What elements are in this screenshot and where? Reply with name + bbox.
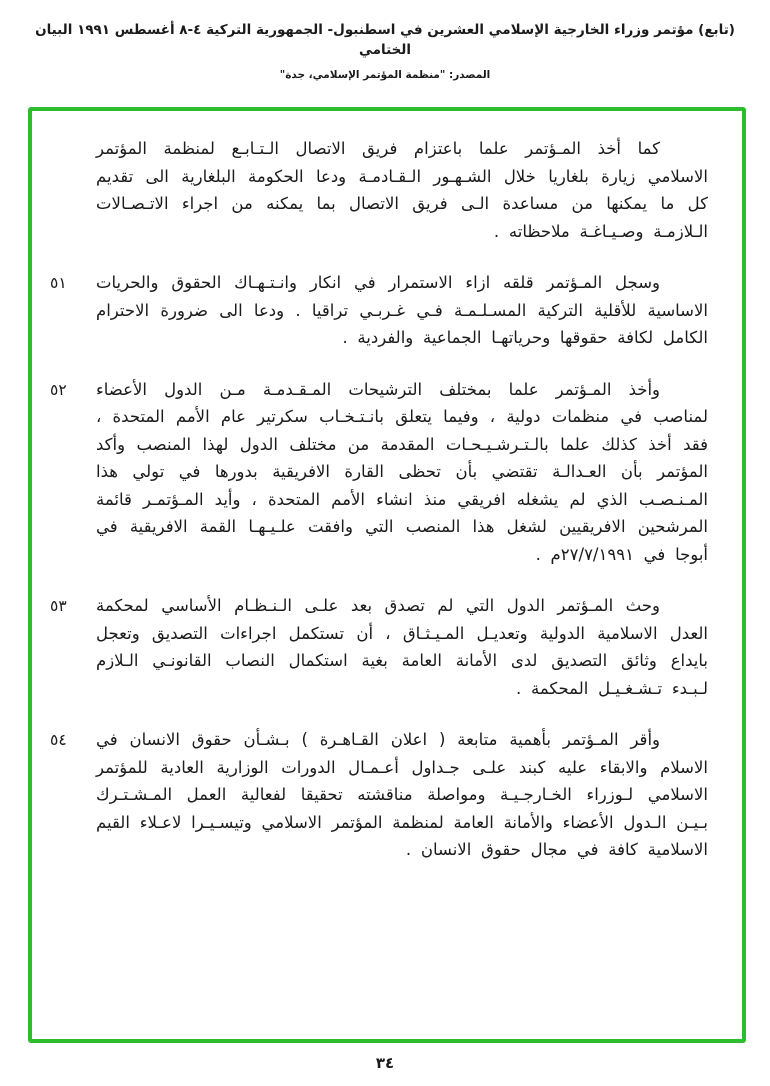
content-frame xyxy=(28,107,746,1043)
document-title: (تابع) مؤتمر وزراء الخارجية الإسلامي العشرين في اسطنبول- الجمهورية التركية ٤-٨ أغسطس ١٩٩١ البيان الختامي xyxy=(35,22,735,58)
paragraph-text: وسجل المـؤتمر قلقه ازاء الاستمرار في انكار وانـتـهـاك الحقوق والحريات الاساسية للأقلية التركية المسـلـمـة فـي غـربـي تراقيا . ودعا الى ضرورة الاحترام الكامل لكافة حقوقها وحرياتهـا الجماعية والفردية . xyxy=(96,273,708,347)
paragraph-54 xyxy=(50,726,708,864)
paragraph-52 xyxy=(50,376,708,569)
page-footer xyxy=(0,1053,770,1072)
paragraph-text: وأقر المـؤتمر بأهمية متابعة ( اعلان القـاهـرة ) بـشـأن حقوق الانسان في الاسلام والابقاء عليه كبند علـى جـداول أعـمـال الدورات الوزارية العادية للمؤتمر الاسلامي لـوزراء الخـارجـيـة ومواصلة مناقشته تحقيقا لفعالية العمل المـشـتـرك بـيـن الـدول الأعضاء والأمانة العامة لمنظمة المؤتمر الاسلامي وتيسـيـرا لاعـلاء القيم الاسلامية كافة في مجال حقوق الانسان . xyxy=(96,730,708,859)
paragraph-number: ٥٤ xyxy=(50,731,67,749)
page-number: ٣٤ xyxy=(375,1054,395,1072)
paragraph-number: ٥٣ xyxy=(50,597,67,615)
paragraph-51 xyxy=(50,269,708,352)
paragraph-text: وأخذ المـؤتمر علما بمختلف الترشيحات المـقـدمـة مـن الدول الأعضاء لمناصب في منظمات دولية ، وفيما يتعلق بانـتـخـاب سكرتير عام الأمم المتحدة ، فقد أخذ كذلك علما بالـتـرشـيـحـات المقدمة من مختلف الدول لهذا المنصب وأكد المؤتمر بأن العـدالـة تقتضي بأن تحظى القارة الافريقية بدورها في تولي هذا المـنـصـب الذي لم يشغله افريقي منذ انشاء الأمم المتحدة ، وأيد المـؤتمـر قائمة المرشحين الافريقيين لشغل هذا المنصب التي وافقت علـيـهـا القمة الافريقية في أبوجا في ٢٧/٧/١٩٩١م . xyxy=(96,379,708,564)
document-source: المصدر: "منظمة المؤتمر الإسلامي، جدة" xyxy=(279,69,491,81)
paragraph-text: وحث المـؤتمر الدول التي لم تصدق بعد علـى الـنـظـام الأساسي لمحكمة العدل الاسلامية الدولية وتعديـل المـيـثـاق ، أن تستكمل اجراءات التصديق وتعجل بايداع وثائق التصديق لدى الأمانة العامة بغية استكمال النصاب القانونـي الـلازم لـبـدء تـشـغـيـل المحكمة . xyxy=(96,596,708,698)
document-body xyxy=(32,111,742,880)
paragraph-number: ٥٢ xyxy=(50,380,67,399)
paragraph-intro: كما أخذ المـؤتمر علما باعتزام فريق الاتصال الـتـابـع لمنظمة المؤتمر الاسلامي زيارة بلغاريا خلال الشـهـور الـقـادمـة ودعا الحكومة البلغارية الى تقديم كل ما يمكنها من مساعدة الـى فريق الاتصال بما يمكنه من اجراء الاتـصـالات الـلازمـة وصـيـاغـة ملاحظاته . xyxy=(96,139,708,241)
paragraph-53 xyxy=(50,592,708,702)
paragraph-number: ٥١ xyxy=(50,274,67,292)
page-header xyxy=(10,20,760,81)
